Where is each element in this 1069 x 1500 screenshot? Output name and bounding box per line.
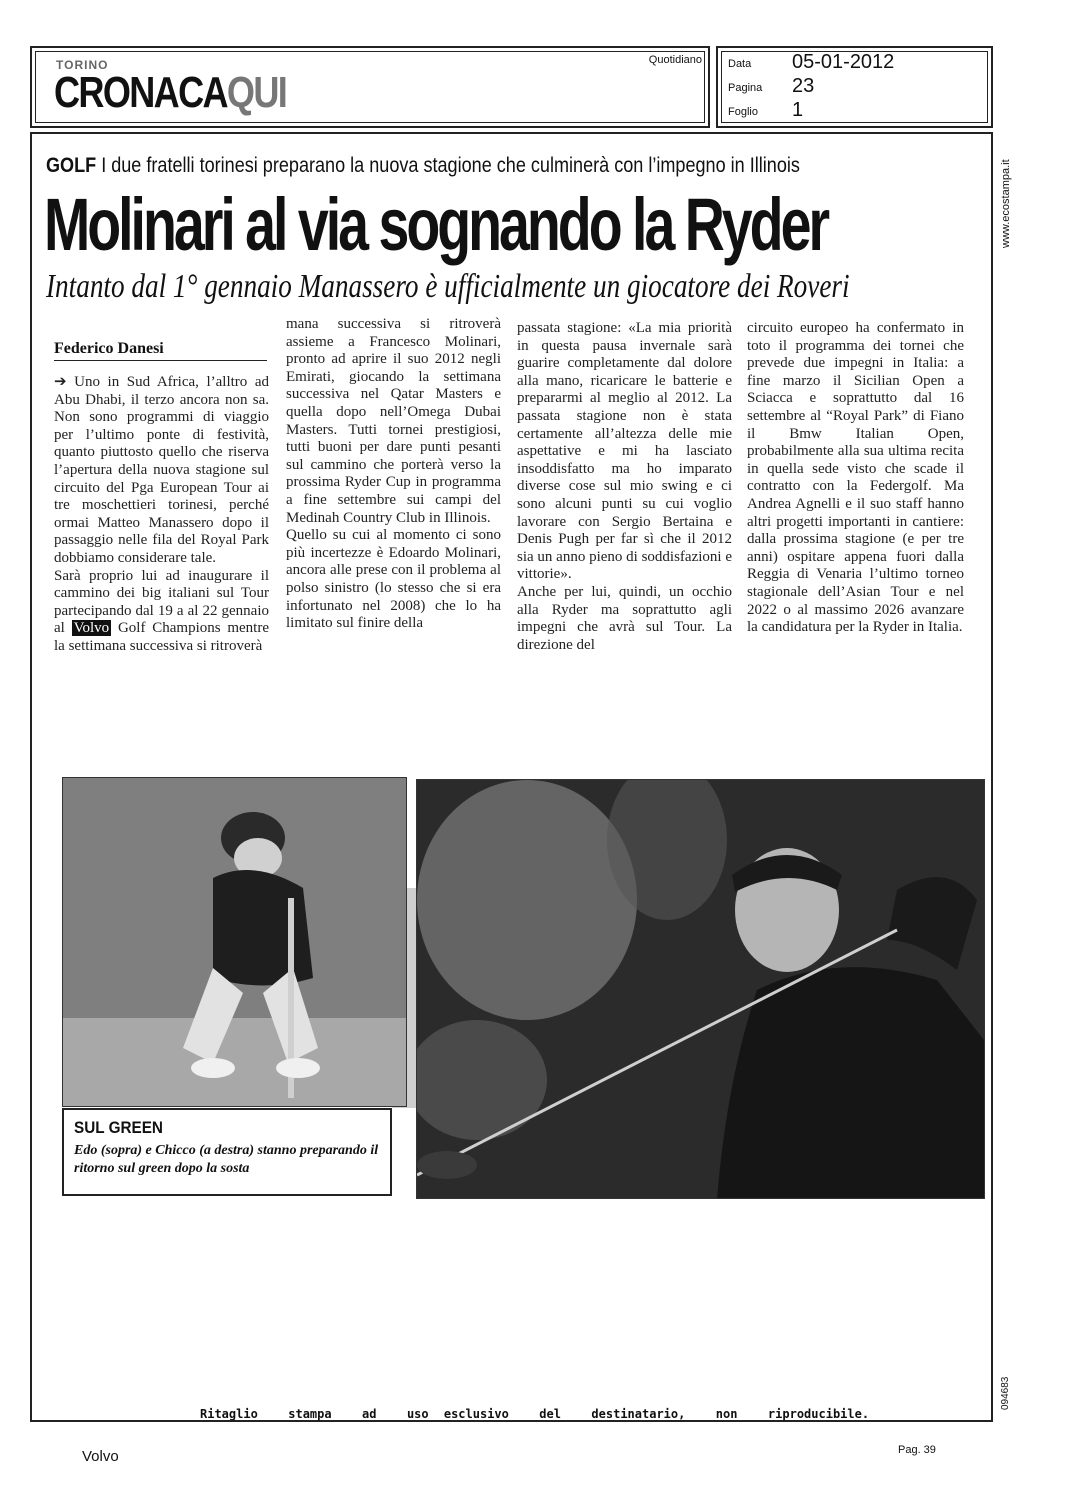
article-kicker xyxy=(46,154,800,178)
newspaper-logo xyxy=(54,68,286,118)
col3-paragraph-2: Anche per lui, quindi, un occhio alla Ryder ma soprattutto agli impegni che avrà sul Tour. La direzione del xyxy=(517,583,732,653)
col1-paragraph-2-end: Golf Champions mentre la settimana successiva si ritroverà xyxy=(54,620,269,654)
reproduction-disclaimer: Ritaglio stampa ad uso esclusivo del destinatario, non riproducibile. xyxy=(200,1407,870,1421)
photo-caption xyxy=(62,1108,392,1196)
kicker-text: I due fratelli torinesi preparano la nuova stagione che culminerà con l’impegno in Illinois xyxy=(101,154,800,177)
sheet-label: Foglio xyxy=(728,106,758,118)
side-code xyxy=(1000,1365,1014,1415)
kicker-section: GOLF xyxy=(46,154,97,177)
footer-page-number: Pag. 39 xyxy=(898,1444,936,1456)
masthead-city: TORINO xyxy=(56,58,109,72)
photo-golfer-swing xyxy=(416,779,985,1199)
col1-paragraph-2-start: Sarà proprio lui ad inaugurare il cammino dei big italiani sul Tour partecipando dal 19 a al 22 gennaio al xyxy=(54,567,269,637)
golfer-crouching-illustration xyxy=(63,778,406,1106)
sheet-value: 1 xyxy=(792,99,804,121)
caption-title: SUL GREEN xyxy=(74,1118,163,1137)
article-subheadline: Intanto dal 1° gennaio Manassero è ufficialmente un giocatore dei Roveri xyxy=(46,268,850,305)
logo-accent: QUI xyxy=(226,68,287,117)
caption-text: Edo (sopra) e Chicco (a destra) stanno preparando il ritorno sul green dopo la sosta xyxy=(74,1143,379,1176)
article-column-3 xyxy=(517,320,732,654)
article-column-1 xyxy=(54,374,269,704)
masthead-box xyxy=(30,46,710,128)
page-label: Pagina xyxy=(728,82,763,94)
date-value: 05-01-2012 xyxy=(792,51,895,73)
publication-type: Quotidiano xyxy=(648,54,702,66)
logo-main: CRONACA xyxy=(54,68,227,117)
golfer-swing-illustration xyxy=(417,780,984,1198)
page-value: 23 xyxy=(792,75,815,97)
footer-keyword: Volvo xyxy=(82,1448,119,1465)
highlighted-keyword: Volvo xyxy=(73,620,110,637)
article-column-4 xyxy=(747,320,964,637)
photo-golfer-crouching xyxy=(62,777,407,1107)
col4-paragraph: circuito europeo ha confermato in toto il programma dei tornei che prevede due impegni in Italia: a fine marzo il Sicilian Open a Sciacca e soprattutto dal 16 settembre al “Royal Park” di Fiano il Bmw Italian Open, probabilmente alla sua ultima recita in quella sede visto che scade il contratto con la Federgolf. Ma Andrea Agnelli e il suo staff hanno altri progetti importanti in cantiere: dalla prossima stagione (e per tre anni) ospitare appena fuori dalla Reggia di Venaria l’ultimo torneo stagionale dell’Asian Tour e nel 2022 o al massimo 2026 avanzare la candidatura per la Ryder in Italia. xyxy=(747,320,964,636)
article-column-2 xyxy=(286,316,501,706)
meta-box xyxy=(716,46,993,128)
col2-paragraph-2: Quello su cui al momento ci sono più incertezze è Edoardo Molinari, ancora alle prese con il problema al polso sinistro (lo stesso che si era infortunato nel 2008) che lo ha limitato sul finire della xyxy=(286,527,501,632)
col2-paragraph-1: mana successiva si ritroverà assieme a Francesco Molinari, pronto ad aprire il suo 2012 negli Emirati, giocando la settimana successiva nel Qatar Masters e quella dopo nell’Omega Dubai Masters. Tutti tornei prestigiosi, tutti buoni per dare punti pesanti sul cammino che porterà verso la prossima Ryder Cup in programma a fine settembre sui campi del Medinah Country Club in Illinois. xyxy=(286,316,501,526)
col1-paragraph-1: ➔ Uno in Sud Africa, l’alltro ad Abu Dhabi, il terzo ancora non sa. Non sono programmi di viaggio per l’ultimo ponte di festività, quanto piuttosto quello che riserva l’apertura della nuova stagione sul circuito del Pga European Tour ai tre moschettieri torinesi, perché ormai Matteo Manassero dopo il passaggio nelle fila del Royal Park dobbiamo considerare tale. xyxy=(54,374,269,566)
article-headline: Molinari al via sognando la Ryder xyxy=(44,183,828,266)
side-code-text: 094683 xyxy=(1000,1376,1011,1410)
side-url-text: www.ecostampa.it xyxy=(1000,159,1012,248)
col3-paragraph-1: passata stagione: «La mia priorità in questa pausa invernale sarà guarire completamente dal dolore alla mano, ricaricare le batterie e prepararmi al meglio al 2012. La passata stagione non è stata certamente all’altezza delle mie aspettative e mi ha lasciato insoddisfatto ma ho imparato diverse cose sul mio swing e ci sono alcuni punti su cui voglio lavorare con Sergio Bertaina e Denis Pugh per far sì che il 2012 sia un anno pieno di soddisfazioni e vittorie». xyxy=(517,320,732,583)
article-byline: Federico Danesi xyxy=(54,340,267,361)
date-label: Data xyxy=(728,58,752,70)
side-url xyxy=(1000,148,1014,258)
